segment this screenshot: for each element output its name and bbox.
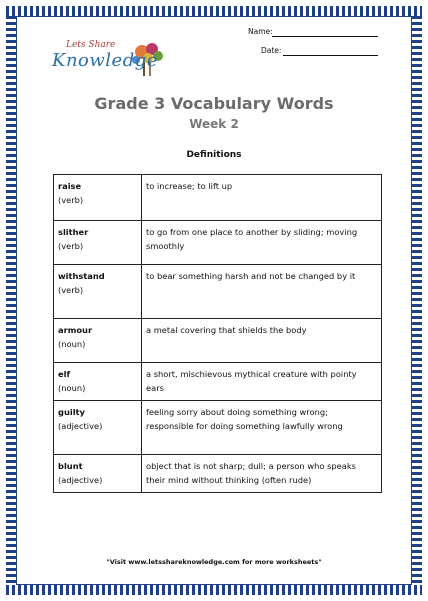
name-line[interactable] — [272, 36, 378, 37]
definition-cell: to bear something harsh and not be changed by it — [142, 265, 382, 319]
table-row — [54, 319, 382, 363]
definition-cell: to increase; to lift up — [142, 175, 382, 221]
logo-text-main: Knowledge — [52, 50, 158, 71]
part-of-speech: (adjective) — [58, 421, 103, 431]
part-of-speech: (verb) — [58, 285, 84, 295]
word: withstand — [58, 271, 105, 281]
page-subtitle: Week 2 — [189, 117, 239, 131]
section-heading: Definitions — [186, 150, 242, 160]
part-of-speech: (noun) — [58, 383, 86, 393]
table-row — [54, 363, 382, 401]
date-line[interactable] — [283, 55, 378, 56]
term-cell — [54, 319, 142, 363]
term-cell — [54, 175, 142, 221]
word: blunt — [58, 461, 83, 471]
word: raise — [58, 181, 82, 191]
table-row — [54, 455, 382, 493]
table-row — [54, 401, 382, 455]
definition-cell: a metal covering that shields the body — [142, 319, 382, 363]
table-row — [54, 221, 382, 265]
part-of-speech: (verb) — [58, 241, 84, 251]
part-of-speech: (adjective) — [58, 475, 103, 485]
page-title: Grade 3 Vocabulary Words — [94, 94, 334, 113]
footer-note: "Visit www.letsshareknowledge.com for more worksheets" — [106, 558, 322, 566]
logo — [52, 36, 172, 80]
term-cell — [54, 455, 142, 493]
term-cell — [54, 265, 142, 319]
definition-cell: a short, mischievous mythical creature with pointy ears — [142, 363, 382, 401]
vocabulary-table — [53, 174, 382, 493]
term-cell — [54, 363, 142, 401]
definition-cell: feeling sorry about doing something wrong; responsible for doing something lawfully wrong — [142, 401, 382, 455]
date-label: Date: — [261, 46, 282, 55]
name-label: Name: — [248, 27, 273, 36]
word: armour — [58, 325, 93, 335]
definition-cell: to go from one place to another by sliding; moving smoothly — [142, 221, 382, 265]
name-field[interactable] — [248, 27, 273, 36]
date-field[interactable] — [261, 46, 281, 55]
part-of-speech: (noun) — [58, 339, 86, 349]
part-of-speech: (verb) — [58, 195, 84, 205]
term-cell — [54, 221, 142, 265]
word: elf — [58, 369, 71, 379]
table-row — [54, 175, 382, 221]
table-row — [54, 265, 382, 319]
word: guilty — [58, 407, 85, 417]
word: slither — [58, 227, 89, 237]
logo-text-top: Lets Share — [66, 40, 116, 50]
definition-cell: object that is not sharp; dull; a person who speaks their mind without thinking (often rude) — [142, 455, 382, 493]
term-cell — [54, 401, 142, 455]
